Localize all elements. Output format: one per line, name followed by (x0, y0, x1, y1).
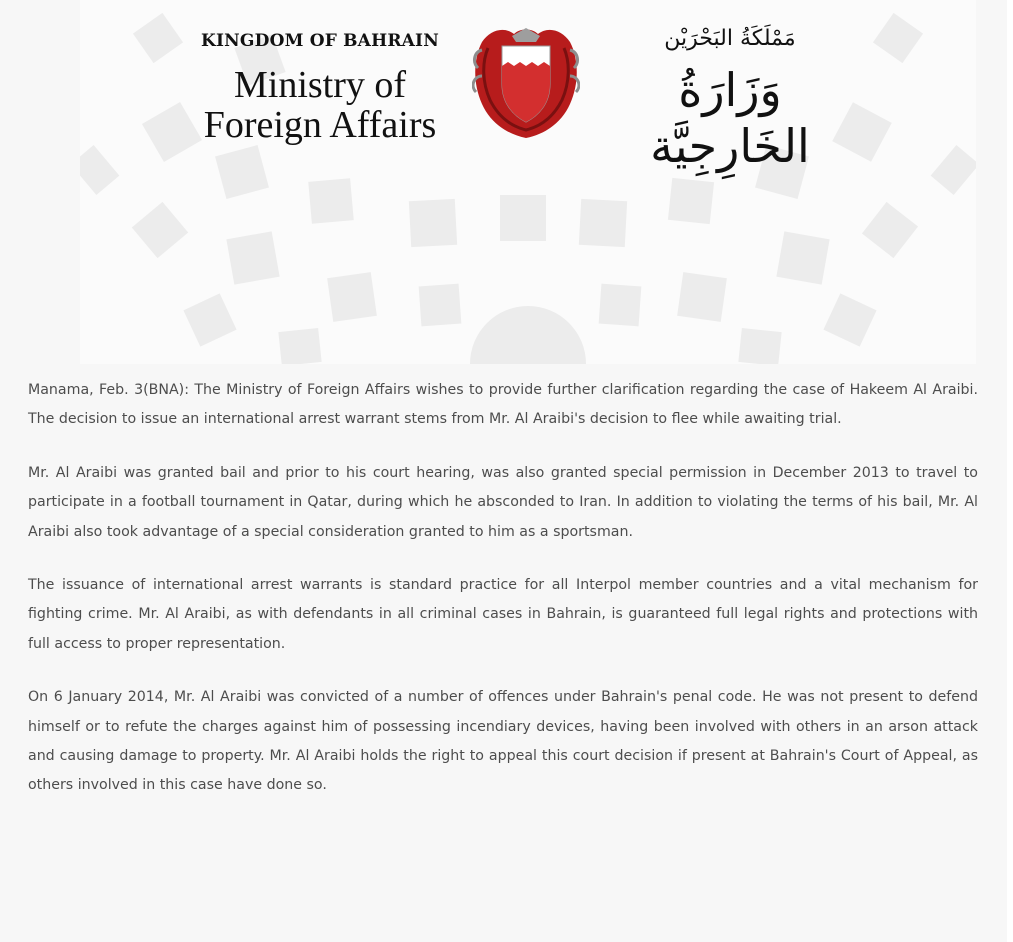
article-paragraph: The issuance of international arrest warrants is standard practice for all Interpol member countries and a vital mechanism for fighting crime. Mr. Al Araibi, as with defendants in all criminal cases in Bahrain, is guaranteed full legal rights and protections with full access to proper representation. (28, 577, 978, 652)
header-banner (80, 0, 976, 364)
article-paragraph: On 6 January 2014, Mr. Al Araibi was convicted of a number of offences under Bahrain's penal code. He was not present to defend himself or to refute the charges against him of possessing incendiary devices, having been involved with others in an arson attack and causing damage to property. Mr. Al Araibi holds the right to appeal this court decision if present at Bahrain's Court of Appeal, as others involved in this case have done so. (28, 689, 978, 794)
article-paragraph: Manama, Feb. 3(BNA): The Ministry of Foreign Affairs wishes to provide further clarification regarding the case of Hakeem Al Araibi. The decision to issue an international arrest warrant stems from Mr. Al Araibi's decision to flee while awaiting trial. (28, 382, 978, 428)
arabic-ministry-name: وَزَارَةُ الخَارِجِيَّة (650, 63, 810, 173)
ministry-name-line2: Foreign Affairs (203, 104, 437, 146)
ministry-arabic-title (595, 24, 865, 174)
kingdom-heading: KINGDOM OF BAHRAIN (201, 31, 439, 51)
page-edge (1007, 0, 1013, 942)
ministry-name-line1: Ministry of (233, 64, 407, 106)
article-paragraph: Mr. Al Araibi was granted bail and prior to his court hearing, was also granted special permission in December 2013 to travel to participate in a football tournament in Qatar, during which he absconded to Iran. In addition to violating the terms of his bail, Mr. Al Araibi also took advantage of a special consideration granted to him as a sportsman. (28, 464, 978, 540)
arabic-kingdom-heading: مَمْلَكَةُ البَحْرَيْن (664, 26, 796, 51)
bahrain-crest-icon (472, 22, 580, 140)
ministry-english-title (185, 30, 455, 144)
article-body (28, 376, 978, 825)
